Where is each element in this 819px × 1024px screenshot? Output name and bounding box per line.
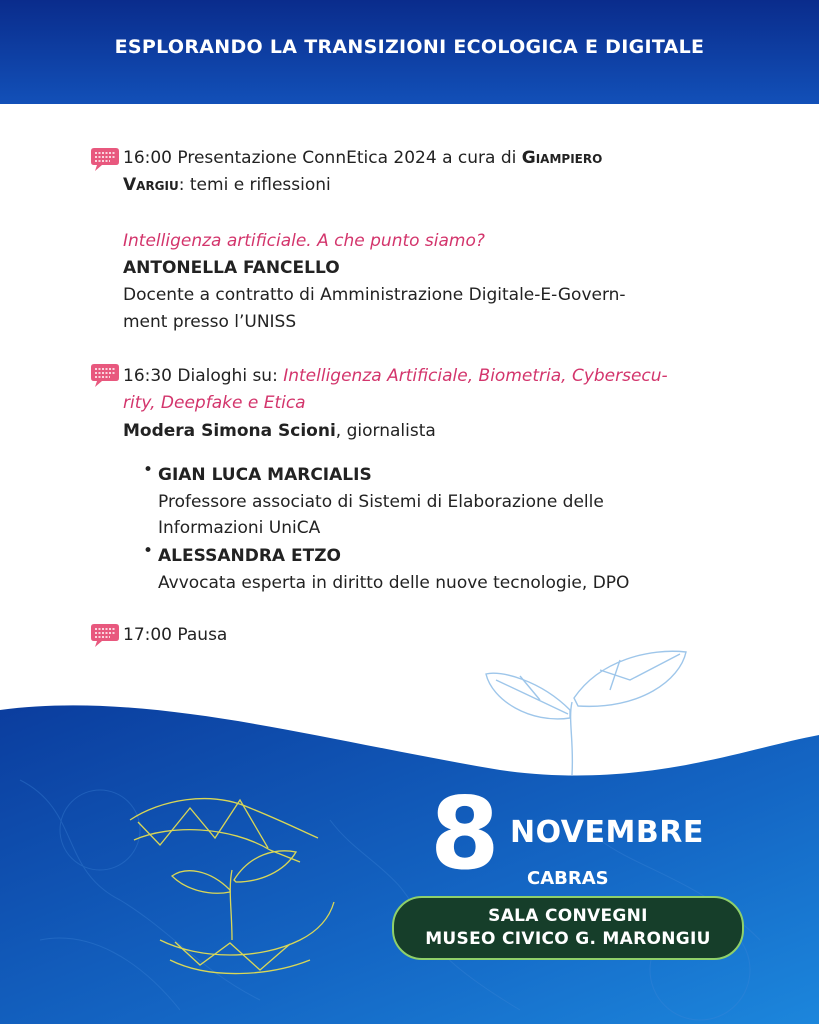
- bullet-dot: •: [143, 460, 154, 480]
- venue-line1: SALA CONVEGNI: [488, 906, 648, 926]
- header-title: ESPLORANDO LA TRANSIZIONI ECOLOGICA E DIGITALE: [114, 36, 705, 58]
- header-banner: [0, 0, 819, 104]
- talk-role-line2: ment presso l’UNISS: [123, 312, 297, 332]
- panelist-role: Informazioni UniCA: [158, 518, 321, 538]
- talk-role-line1: Docente a contratto di Amministrazione Digitale-E-Govern-: [123, 285, 626, 305]
- item2-moderator: Modera Simona Scioni, giornalista: [123, 421, 436, 441]
- panelist-name: GIAN LUCA MARCIALIS: [158, 465, 372, 485]
- venue-badge: [392, 896, 744, 960]
- talk-speaker: ANTONELLA FANCELLO: [123, 258, 340, 278]
- panelist-role: Avvocata esperta in diritto delle nuove tecnologie, DPO: [158, 573, 630, 593]
- item2-line2: rity, Deepfake e Etica: [123, 393, 306, 413]
- event-month: NOVEMBRE: [510, 815, 704, 850]
- event-city: CABRAS: [527, 868, 609, 889]
- event-day: 8: [430, 775, 500, 892]
- speech-bubble-icon: [90, 362, 120, 388]
- panelist-name: ALESSANDRA ETZO: [158, 546, 341, 566]
- bullet-dot: •: [143, 541, 154, 561]
- item1-line2: Vargiu: temi e riflessioni: [123, 175, 331, 195]
- speech-bubble-icon: [90, 146, 120, 172]
- plant-icon: [486, 651, 686, 775]
- talk-title: Intelligenza artificiale. A che punto siamo?: [123, 231, 485, 251]
- item3-line: 17:00 Pausa: [123, 625, 228, 645]
- item1-line1: 16:00 Presentazione ConnEtica 2024 a cura di Giampiero: [123, 148, 603, 168]
- panelist-role: Professore associato di Sistemi di Elaborazione delle: [158, 492, 604, 512]
- venue-line2: MUSEO CIVICO G. MARONGIU: [425, 929, 711, 949]
- item2-line1: 16:30 Dialoghi su: Intelligenza Artificiale, Biometria, Cybersecu-: [123, 366, 668, 386]
